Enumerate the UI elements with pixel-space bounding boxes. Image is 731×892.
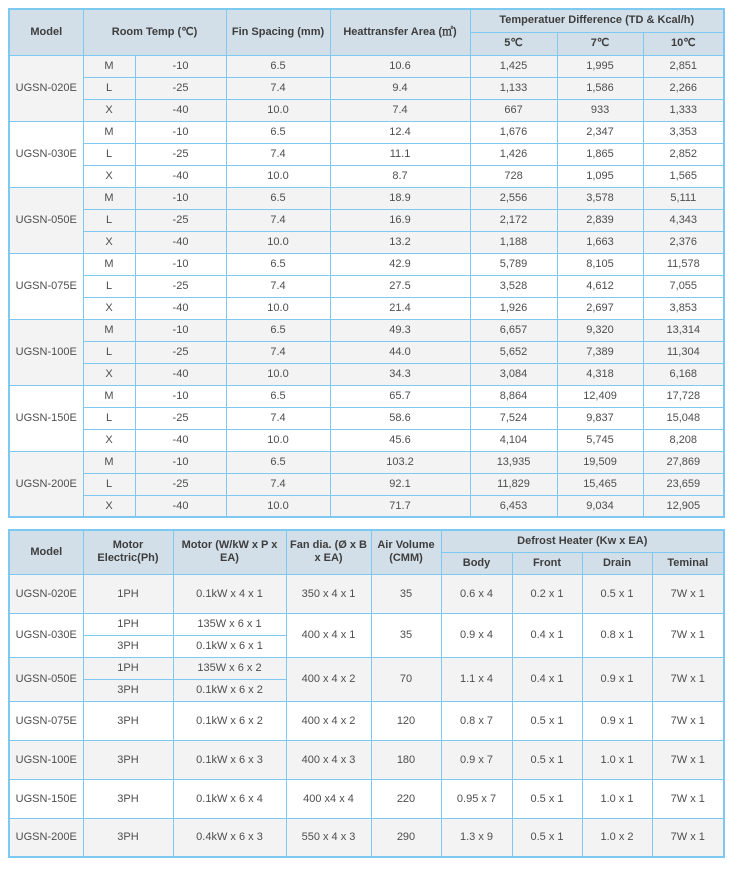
fin-spacing-cell: 6.5 <box>226 253 330 275</box>
capacity-row <box>9 473 724 495</box>
heat-area-cell: 13.2 <box>330 231 470 253</box>
air-volume-cell: 35 <box>371 613 441 657</box>
grade-cell: L <box>83 143 135 165</box>
defrost-body-cell: 0.95 x 7 <box>441 779 512 818</box>
grade-cell: M <box>83 55 135 77</box>
model-cell: UGSN-030E <box>9 121 83 187</box>
motor-row <box>9 613 724 635</box>
col-header-defrost-body: Body <box>441 552 512 574</box>
motor-row <box>9 779 724 818</box>
defrost-terminal-cell: 7W x 1 <box>652 818 724 857</box>
td-5c-cell: 1,188 <box>470 231 557 253</box>
td-5c-cell: 1,133 <box>470 77 557 99</box>
td-5c-cell: 13,935 <box>470 451 557 473</box>
room-temp-cell: -40 <box>135 99 226 121</box>
capacity-row <box>9 231 724 253</box>
motor-table-header <box>9 530 724 574</box>
table-gap <box>8 518 723 529</box>
td-7c-cell: 2,347 <box>557 121 643 143</box>
fin-spacing-cell: 7.4 <box>226 143 330 165</box>
heat-area-cell: 58.6 <box>330 407 470 429</box>
air-volume-cell: 290 <box>371 818 441 857</box>
air-volume-cell: 180 <box>371 740 441 779</box>
motor-row <box>9 574 724 613</box>
model-cell: UGSN-150E <box>9 779 83 818</box>
td-5c-cell: 1,426 <box>470 143 557 165</box>
td-10c-cell: 2,851 <box>643 55 724 77</box>
td-7c-cell: 4,612 <box>557 275 643 297</box>
model-cell: UGSN-200E <box>9 818 83 857</box>
grade-cell: L <box>83 77 135 99</box>
room-temp-cell: -25 <box>135 77 226 99</box>
td-7c-cell: 1,865 <box>557 143 643 165</box>
capacity-row <box>9 253 724 275</box>
td-5c-cell: 4,104 <box>470 429 557 451</box>
grade-cell: M <box>83 451 135 473</box>
grade-cell: M <box>83 187 135 209</box>
td-10c-cell: 2,266 <box>643 77 724 99</box>
fin-spacing-cell: 10.0 <box>226 429 330 451</box>
room-temp-cell: -25 <box>135 407 226 429</box>
defrost-drain-cell: 0.8 x 1 <box>582 613 652 657</box>
grade-cell: M <box>83 319 135 341</box>
model-cell: UGSN-020E <box>9 574 83 613</box>
capacity-row <box>9 275 724 297</box>
capacity-row <box>9 495 724 517</box>
motor-spec-cell: 0.1kW x 6 x 1 <box>173 635 286 657</box>
td-5c-cell: 6,453 <box>470 495 557 517</box>
td-10c-cell: 2,376 <box>643 231 724 253</box>
td-7c-cell: 1,995 <box>557 55 643 77</box>
capacity-row <box>9 121 724 143</box>
heat-area-cell: 18.9 <box>330 187 470 209</box>
heat-area-cell: 71.7 <box>330 495 470 517</box>
td-7c-cell: 1,663 <box>557 231 643 253</box>
capacity-row <box>9 187 724 209</box>
room-temp-cell: -40 <box>135 363 226 385</box>
heat-area-cell: 103.2 <box>330 451 470 473</box>
defrost-body-cell: 0.9 x 4 <box>441 613 512 657</box>
fin-spacing-cell: 7.4 <box>226 77 330 99</box>
fin-spacing-cell: 7.4 <box>226 407 330 429</box>
defrost-front-cell: 0.5 x 1 <box>512 740 582 779</box>
defrost-terminal-cell: 7W x 1 <box>652 701 724 740</box>
td-10c-cell: 7,055 <box>643 275 724 297</box>
td-10c-cell: 8,208 <box>643 429 724 451</box>
room-temp-cell: -40 <box>135 231 226 253</box>
td-7c-cell: 9,034 <box>557 495 643 517</box>
td-10c-cell: 3,353 <box>643 121 724 143</box>
model-cell: UGSN-100E <box>9 319 83 385</box>
motor-spec-cell: 0.1kW x 6 x 3 <box>173 740 286 779</box>
grade-cell: L <box>83 473 135 495</box>
td-10c-cell: 2,852 <box>643 143 724 165</box>
fin-spacing-cell: 7.4 <box>226 341 330 363</box>
defrost-front-cell: 0.4 x 1 <box>512 613 582 657</box>
room-temp-cell: -10 <box>135 385 226 407</box>
col-header-defrost-terminal: Teminal <box>652 552 724 574</box>
col-header-td-10c: 10℃ <box>643 32 724 55</box>
model-cell: UGSN-050E <box>9 657 83 701</box>
td-10c-cell: 27,869 <box>643 451 724 473</box>
td-7c-cell: 9,837 <box>557 407 643 429</box>
grade-cell: X <box>83 165 135 187</box>
grade-cell: X <box>83 363 135 385</box>
capacity-row <box>9 297 724 319</box>
motor-spec-cell: 135W x 6 x 2 <box>173 657 286 679</box>
fin-spacing-cell: 10.0 <box>226 99 330 121</box>
air-volume-cell: 35 <box>371 574 441 613</box>
room-temp-cell: -25 <box>135 209 226 231</box>
fin-spacing-cell: 10.0 <box>226 297 330 319</box>
defrost-terminal-cell: 7W x 1 <box>652 740 724 779</box>
defrost-terminal-cell: 7W x 1 <box>652 574 724 613</box>
room-temp-cell: -40 <box>135 297 226 319</box>
capacity-table-body <box>9 55 724 517</box>
col-header-heat-area: Heattransfer Area (㎡) <box>330 9 470 55</box>
col-header-td-5c: 5℃ <box>470 32 557 55</box>
heat-area-cell: 7.4 <box>330 99 470 121</box>
capacity-row <box>9 209 724 231</box>
room-temp-cell: -25 <box>135 143 226 165</box>
td-10c-cell: 23,659 <box>643 473 724 495</box>
heat-area-cell: 42.9 <box>330 253 470 275</box>
air-volume-cell: 70 <box>371 657 441 701</box>
heat-area-cell: 49.3 <box>330 319 470 341</box>
grade-cell: L <box>83 407 135 429</box>
td-7c-cell: 12,409 <box>557 385 643 407</box>
td-10c-cell: 17,728 <box>643 385 724 407</box>
motor-row <box>9 740 724 779</box>
grade-cell: X <box>83 429 135 451</box>
defrost-body-cell: 0.9 x 7 <box>441 740 512 779</box>
capacity-row <box>9 55 724 77</box>
air-volume-cell: 220 <box>371 779 441 818</box>
td-5c-cell: 1,926 <box>470 297 557 319</box>
col-header-defrost-front: Front <box>512 552 582 574</box>
td-10c-cell: 6,168 <box>643 363 724 385</box>
defrost-front-cell: 0.5 x 1 <box>512 779 582 818</box>
motor-spec-cell: 0.1kW x 6 x 2 <box>173 679 286 701</box>
capacity-row <box>9 451 724 473</box>
model-cell: UGSN-150E <box>9 385 83 451</box>
td-5c-cell: 5,789 <box>470 253 557 275</box>
defrost-drain-cell: 0.5 x 1 <box>582 574 652 613</box>
fan-dia-cell: 400 x 4 x 2 <box>286 701 371 740</box>
defrost-front-cell: 0.5 x 1 <box>512 701 582 740</box>
td-5c-cell: 7,524 <box>470 407 557 429</box>
motor-spec-cell: 0.1kW x 4 x 1 <box>173 574 286 613</box>
grade-cell: X <box>83 231 135 253</box>
col-header-model: Model <box>9 9 83 55</box>
motor-table-body <box>9 574 724 857</box>
capacity-row <box>9 99 724 121</box>
fin-spacing-cell: 6.5 <box>226 187 330 209</box>
motor-row <box>9 701 724 740</box>
defrost-front-cell: 0.5 x 1 <box>512 818 582 857</box>
capacity-row <box>9 429 724 451</box>
fin-spacing-cell: 7.4 <box>226 209 330 231</box>
col-header-model: Model <box>9 530 83 574</box>
td-5c-cell: 1,676 <box>470 121 557 143</box>
model-cell: UGSN-030E <box>9 613 83 657</box>
td-5c-cell: 667 <box>470 99 557 121</box>
motor-spec-cell: 0.1kW x 6 x 2 <box>173 701 286 740</box>
fin-spacing-cell: 6.5 <box>226 55 330 77</box>
td-7c-cell: 9,320 <box>557 319 643 341</box>
motor-row <box>9 818 724 857</box>
td-10c-cell: 3,853 <box>643 297 724 319</box>
capacity-table-header <box>9 9 724 55</box>
defrost-drain-cell: 0.9 x 1 <box>582 701 652 740</box>
td-5c-cell: 11,829 <box>470 473 557 495</box>
capacity-row <box>9 165 724 187</box>
motor-phase-cell: 3PH <box>83 779 173 818</box>
grade-cell: X <box>83 495 135 517</box>
td-10c-cell: 4,343 <box>643 209 724 231</box>
room-temp-cell: -10 <box>135 451 226 473</box>
col-header-fin-spacing: Fin Spacing (mm) <box>226 9 330 55</box>
defrost-body-cell: 1.1 x 4 <box>441 657 512 701</box>
td-7c-cell: 7,389 <box>557 341 643 363</box>
grade-cell: L <box>83 209 135 231</box>
heat-area-cell: 44.0 <box>330 341 470 363</box>
heat-area-cell: 12.4 <box>330 121 470 143</box>
td-5c-cell: 728 <box>470 165 557 187</box>
air-volume-cell: 120 <box>371 701 441 740</box>
td-5c-cell: 1,425 <box>470 55 557 77</box>
heat-area-cell: 27.5 <box>330 275 470 297</box>
heat-area-cell: 21.4 <box>330 297 470 319</box>
td-5c-cell: 8,864 <box>470 385 557 407</box>
col-header-td-7c: 7℃ <box>557 32 643 55</box>
fin-spacing-cell: 6.5 <box>226 385 330 407</box>
td-10c-cell: 11,304 <box>643 341 724 363</box>
col-header-td-group: Temperatuer Difference (TD & Kcal/h) <box>470 9 724 32</box>
fan-dia-cell: 400 x 4 x 3 <box>286 740 371 779</box>
fan-dia-cell: 400 x4 x 4 <box>286 779 371 818</box>
capacity-row <box>9 385 724 407</box>
heat-area-cell: 16.9 <box>330 209 470 231</box>
capacity-row <box>9 77 724 99</box>
motor-phase-cell: 3PH <box>83 818 173 857</box>
defrost-front-cell: 0.2 x 1 <box>512 574 582 613</box>
heat-area-cell: 11.1 <box>330 143 470 165</box>
fan-dia-cell: 350 x 4 x 1 <box>286 574 371 613</box>
defrost-front-cell: 0.4 x 1 <box>512 657 582 701</box>
col-header-defrost-group: Defrost Heater (Kw x EA) <box>441 530 724 552</box>
grade-cell: L <box>83 341 135 363</box>
col-header-motor-electric: Motor Electric(Ph) <box>83 530 173 574</box>
capacity-row <box>9 363 724 385</box>
motor-phase-cell: 1PH <box>83 613 173 635</box>
capacity-spec-table <box>8 8 725 518</box>
capacity-row <box>9 143 724 165</box>
td-5c-cell: 3,084 <box>470 363 557 385</box>
motor-spec-table <box>8 529 725 858</box>
grade-cell: X <box>83 99 135 121</box>
defrost-terminal-cell: 7W x 1 <box>652 613 724 657</box>
col-header-room-temp: Room Temp (℃) <box>83 9 226 55</box>
room-temp-cell: -25 <box>135 473 226 495</box>
fin-spacing-cell: 10.0 <box>226 363 330 385</box>
model-cell: UGSN-200E <box>9 451 83 517</box>
td-10c-cell: 1,333 <box>643 99 724 121</box>
fin-spacing-cell: 10.0 <box>226 165 330 187</box>
capacity-row <box>9 341 724 363</box>
col-header-motor-spec: Motor (W/kW x P x EA) <box>173 530 286 574</box>
room-temp-cell: -10 <box>135 253 226 275</box>
heat-area-cell: 10.6 <box>330 55 470 77</box>
td-7c-cell: 8,105 <box>557 253 643 275</box>
motor-phase-cell: 3PH <box>83 635 173 657</box>
capacity-row <box>9 319 724 341</box>
fin-spacing-cell: 7.4 <box>226 473 330 495</box>
defrost-body-cell: 1.3 x 9 <box>441 818 512 857</box>
grade-cell: M <box>83 121 135 143</box>
fan-dia-cell: 400 x 4 x 2 <box>286 657 371 701</box>
room-temp-cell: -10 <box>135 187 226 209</box>
col-header-air-volume: Air Volume (CMM) <box>371 530 441 574</box>
heat-area-cell: 92.1 <box>330 473 470 495</box>
td-7c-cell: 2,697 <box>557 297 643 319</box>
td-7c-cell: 3,578 <box>557 187 643 209</box>
fin-spacing-cell: 7.4 <box>226 275 330 297</box>
td-5c-cell: 2,556 <box>470 187 557 209</box>
td-10c-cell: 13,314 <box>643 319 724 341</box>
fin-spacing-cell: 10.0 <box>226 495 330 517</box>
fin-spacing-cell: 10.0 <box>226 231 330 253</box>
col-header-defrost-drain: Drain <box>582 552 652 574</box>
heat-area-cell: 9.4 <box>330 77 470 99</box>
heat-area-cell: 8.7 <box>330 165 470 187</box>
td-7c-cell: 19,509 <box>557 451 643 473</box>
td-10c-cell: 1,565 <box>643 165 724 187</box>
heat-area-cell: 45.6 <box>330 429 470 451</box>
col-header-fan-dia: Fan dia. (Ø x B x EA) <box>286 530 371 574</box>
room-temp-cell: -40 <box>135 165 226 187</box>
td-10c-cell: 11,578 <box>643 253 724 275</box>
td-10c-cell: 12,905 <box>643 495 724 517</box>
defrost-terminal-cell: 7W x 1 <box>652 779 724 818</box>
model-cell: UGSN-100E <box>9 740 83 779</box>
td-7c-cell: 5,745 <box>557 429 643 451</box>
model-cell: UGSN-020E <box>9 55 83 121</box>
defrost-drain-cell: 1.0 x 2 <box>582 818 652 857</box>
defrost-drain-cell: 1.0 x 1 <box>582 779 652 818</box>
room-temp-cell: -10 <box>135 319 226 341</box>
model-cell: UGSN-050E <box>9 187 83 253</box>
defrost-drain-cell: 0.9 x 1 <box>582 657 652 701</box>
fin-spacing-cell: 6.5 <box>226 451 330 473</box>
capacity-row <box>9 407 724 429</box>
motor-spec-cell: 0.1kW x 6 x 4 <box>173 779 286 818</box>
room-temp-cell: -40 <box>135 495 226 517</box>
td-7c-cell: 1,095 <box>557 165 643 187</box>
defrost-body-cell: 0.6 x 4 <box>441 574 512 613</box>
defrost-terminal-cell: 7W x 1 <box>652 657 724 701</box>
td-7c-cell: 4,318 <box>557 363 643 385</box>
motor-phase-cell: 3PH <box>83 701 173 740</box>
td-10c-cell: 15,048 <box>643 407 724 429</box>
room-temp-cell: -40 <box>135 429 226 451</box>
td-5c-cell: 5,652 <box>470 341 557 363</box>
motor-phase-cell: 1PH <box>83 574 173 613</box>
td-10c-cell: 5,111 <box>643 187 724 209</box>
fan-dia-cell: 550 x 4 x 3 <box>286 818 371 857</box>
grade-cell: M <box>83 385 135 407</box>
heat-area-cell: 65.7 <box>330 385 470 407</box>
room-temp-cell: -25 <box>135 341 226 363</box>
fin-spacing-cell: 6.5 <box>226 319 330 341</box>
motor-phase-cell: 1PH <box>83 657 173 679</box>
heat-area-cell: 34.3 <box>330 363 470 385</box>
fan-dia-cell: 400 x 4 x 1 <box>286 613 371 657</box>
td-5c-cell: 2,172 <box>470 209 557 231</box>
model-cell: UGSN-075E <box>9 253 83 319</box>
td-7c-cell: 933 <box>557 99 643 121</box>
motor-spec-cell: 135W x 6 x 1 <box>173 613 286 635</box>
motor-phase-cell: 3PH <box>83 679 173 701</box>
motor-phase-cell: 3PH <box>83 740 173 779</box>
room-temp-cell: -10 <box>135 55 226 77</box>
fin-spacing-cell: 6.5 <box>226 121 330 143</box>
room-temp-cell: -10 <box>135 121 226 143</box>
grade-cell: M <box>83 253 135 275</box>
defrost-body-cell: 0.8 x 7 <box>441 701 512 740</box>
motor-spec-cell: 0.4kW x 6 x 3 <box>173 818 286 857</box>
grade-cell: L <box>83 275 135 297</box>
td-7c-cell: 1,586 <box>557 77 643 99</box>
grade-cell: X <box>83 297 135 319</box>
td-7c-cell: 2,839 <box>557 209 643 231</box>
td-5c-cell: 6,657 <box>470 319 557 341</box>
td-7c-cell: 15,465 <box>557 473 643 495</box>
model-cell: UGSN-075E <box>9 701 83 740</box>
defrost-drain-cell: 1.0 x 1 <box>582 740 652 779</box>
motor-row <box>9 657 724 679</box>
td-5c-cell: 3,528 <box>470 275 557 297</box>
room-temp-cell: -25 <box>135 275 226 297</box>
